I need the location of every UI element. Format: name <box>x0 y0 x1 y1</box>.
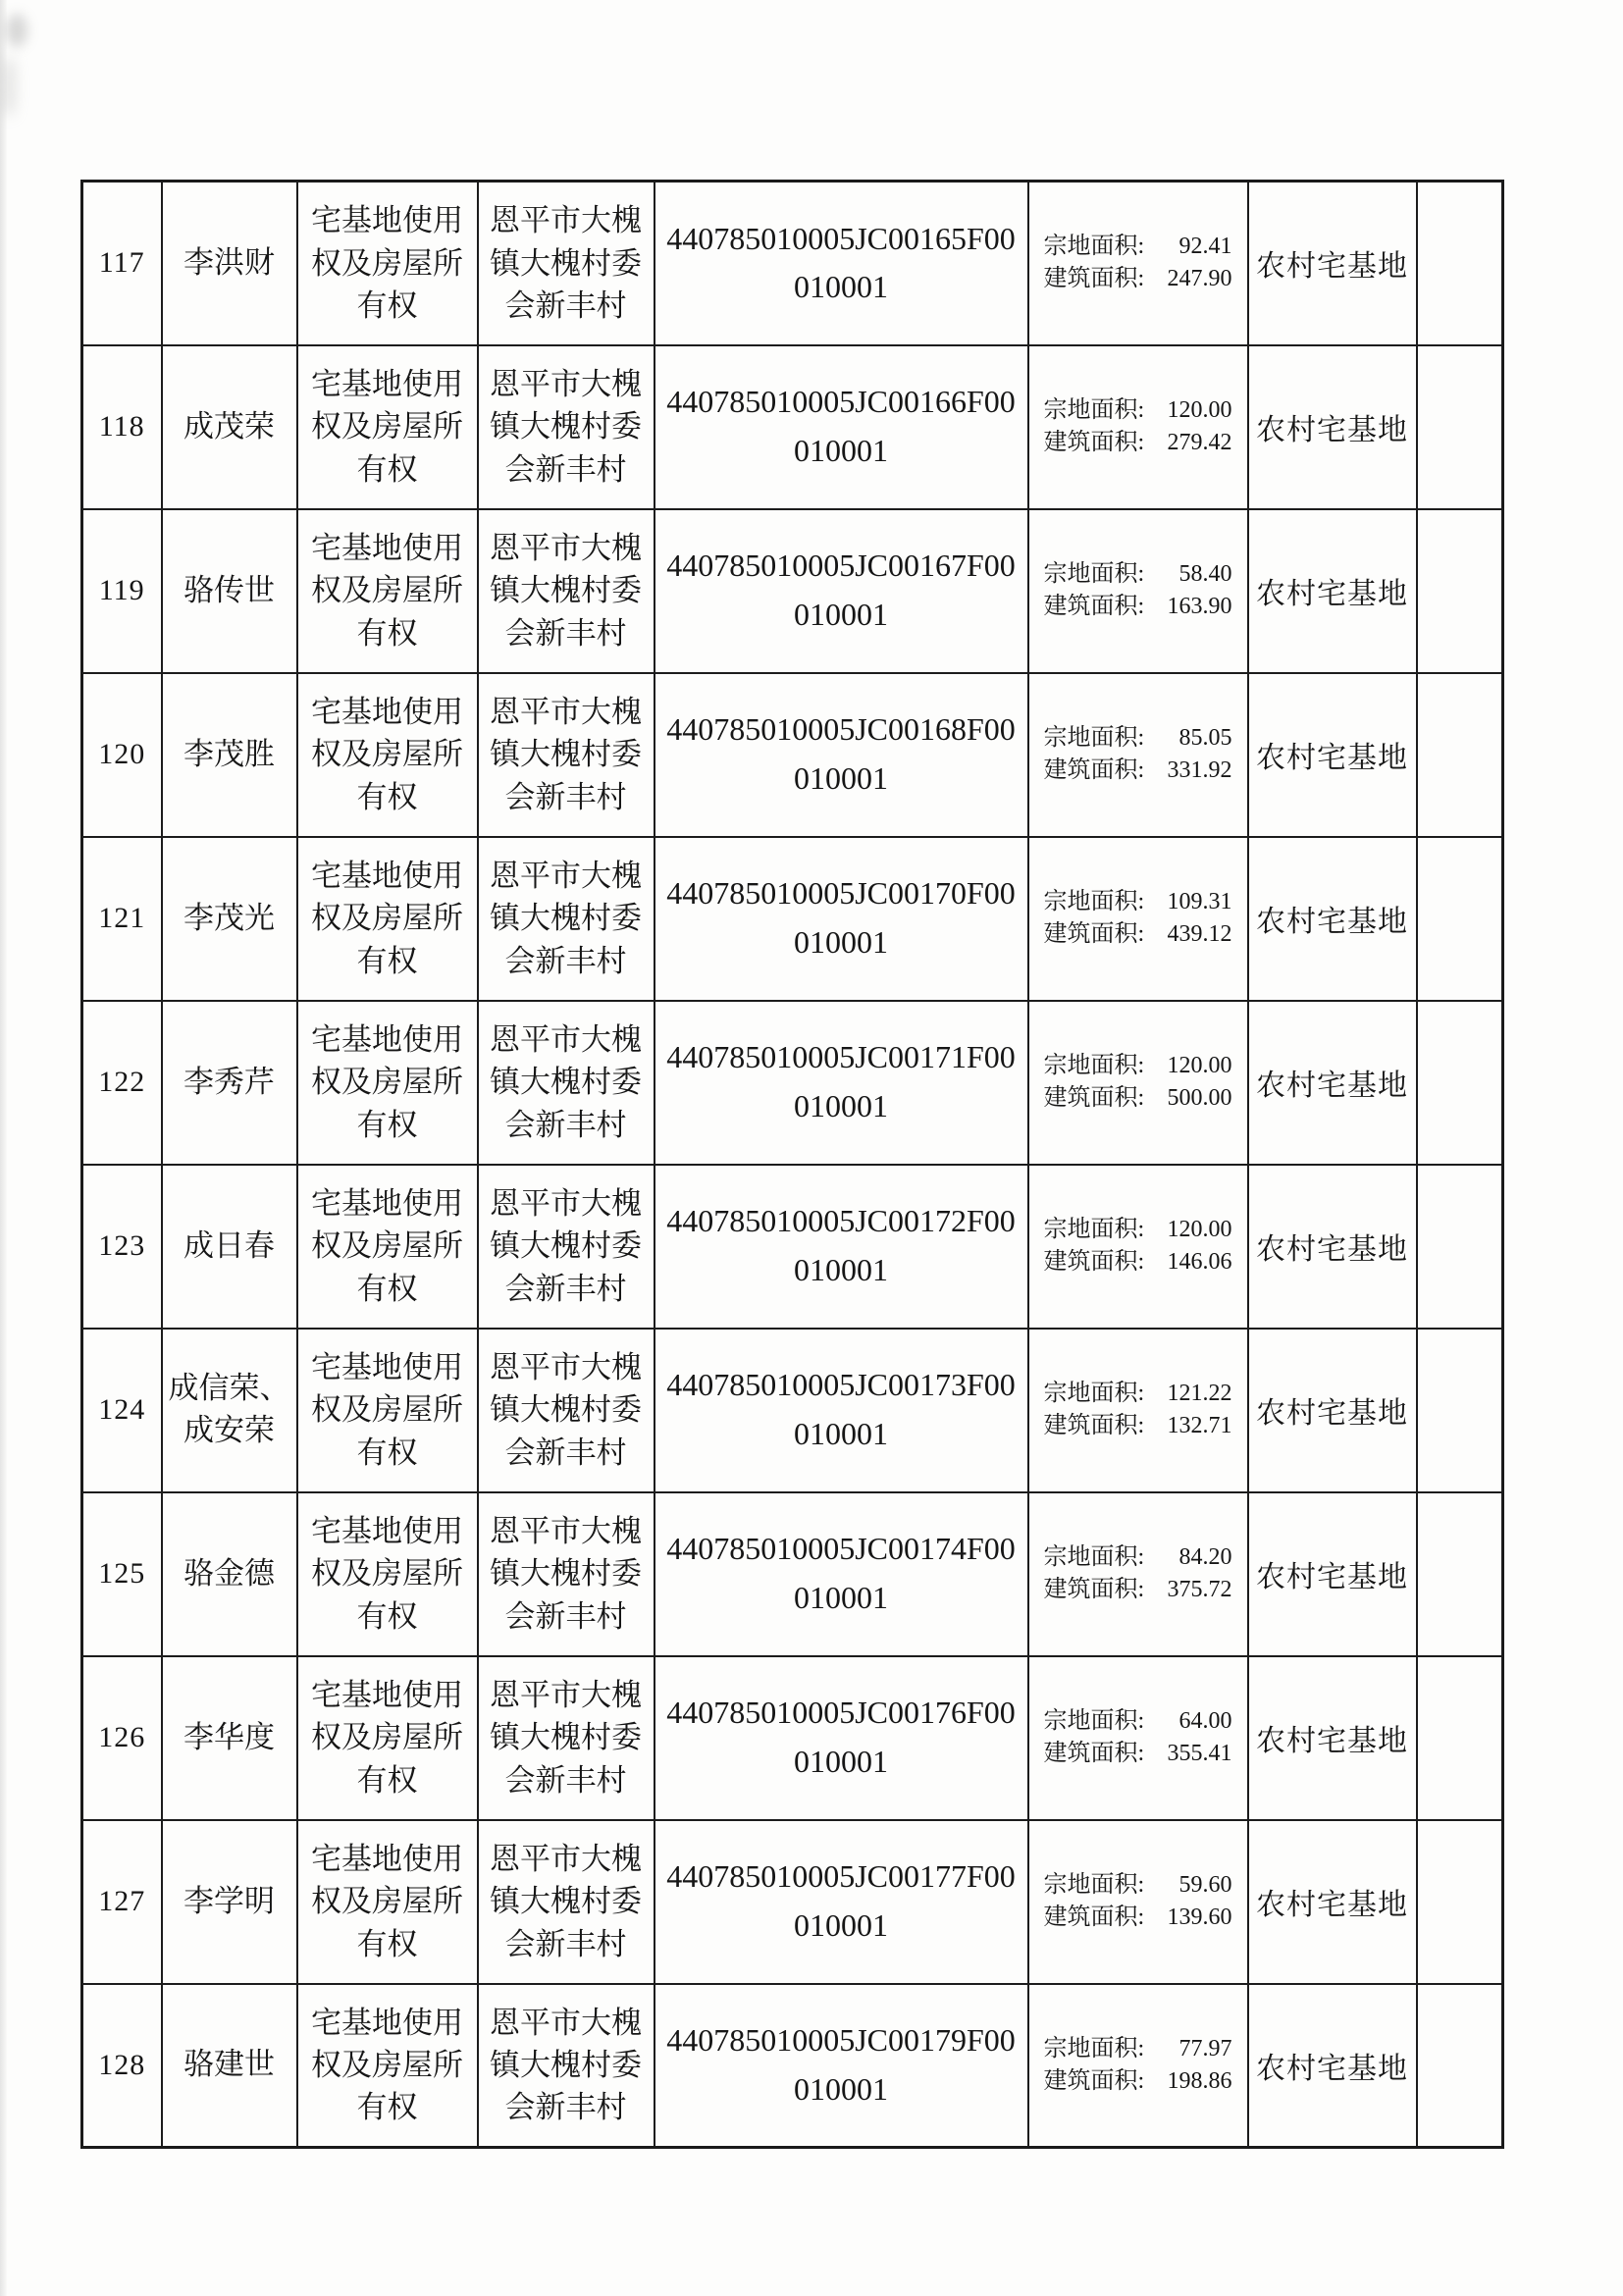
building-area-label: 建筑面积: <box>1043 430 1145 455</box>
parcel-number: 440785010005JC00174F00010001 <box>666 1531 1016 1615</box>
land-type-cell <box>1248 1820 1417 1984</box>
location-cell <box>478 1984 654 2148</box>
parcel-number-cell <box>654 1820 1028 1984</box>
parcel-area-label: 宗地面积: <box>1043 396 1145 423</box>
building-area-value: 355.41 <box>1167 1741 1232 1766</box>
table-row <box>82 1001 1503 1165</box>
right-type-cell <box>297 1001 478 1165</box>
building-area-line <box>1044 1738 1232 1770</box>
location-cell <box>478 1329 654 1492</box>
row-number: 117 <box>98 246 145 280</box>
land-type-cell <box>1248 182 1417 345</box>
area-block <box>1044 1541 1232 1606</box>
area-cell <box>1028 673 1248 837</box>
right-type-cell <box>297 509 478 673</box>
holder-name-cell <box>162 1329 297 1492</box>
area-block <box>1044 1214 1232 1278</box>
land-type: 农村宅基地 <box>1256 250 1408 284</box>
land-type: 农村宅基地 <box>1256 1233 1408 1266</box>
parcel-number: 440785010005JC00177F00010001 <box>666 1858 1016 1943</box>
row-number: 123 <box>98 1229 146 1262</box>
land-type: 农村宅基地 <box>1256 906 1408 938</box>
land-type-cell <box>1248 673 1417 837</box>
building-area-line <box>1044 2065 1232 2098</box>
remark-cell <box>1417 345 1503 509</box>
parcel-area-value: 64.00 <box>1178 1707 1232 1734</box>
land-type-cell <box>1248 345 1417 509</box>
row-number: 127 <box>98 1885 146 1917</box>
parcel-area-line <box>1044 394 1232 427</box>
land-type: 农村宅基地 <box>1256 1725 1408 1757</box>
building-area-label: 建筑面积: <box>1043 2067 1145 2094</box>
building-area-label: 建筑面积: <box>1043 1413 1145 1438</box>
row-number-cell <box>82 837 162 1001</box>
parcel-area-label: 宗地面积: <box>1043 1380 1145 1406</box>
table-row <box>82 1165 1503 1329</box>
location-cell <box>478 673 654 837</box>
holder-name: 骆传世 <box>183 572 275 607</box>
land-type-cell <box>1248 837 1417 1001</box>
land-type-cell <box>1248 1984 1417 2148</box>
parcel-area-label: 宗地面积: <box>1043 1543 1145 1570</box>
land-type-cell <box>1248 1165 1417 1329</box>
table-row <box>82 1656 1503 1820</box>
holder-name: 成信荣、成安荣 <box>168 1371 290 1447</box>
right-type: 宅基地使用权及房屋所有权 <box>311 530 463 651</box>
area-block <box>1044 886 1232 951</box>
parcel-number: 440785010005JC00179F00010001 <box>666 2022 1016 2107</box>
remark-cell <box>1417 1001 1503 1165</box>
holder-name-cell <box>162 1656 297 1820</box>
right-type: 宅基地使用权及房屋所有权 <box>311 694 463 814</box>
right-type: 宅基地使用权及房屋所有权 <box>311 366 463 487</box>
parcel-area-label: 宗地面积: <box>1043 888 1145 914</box>
right-type: 宅基地使用权及房屋所有权 <box>311 2005 463 2125</box>
parcel-area-value: 120.00 <box>1167 396 1232 423</box>
row-number-cell <box>82 1001 162 1165</box>
row-number: 119 <box>98 574 145 606</box>
location-cell <box>478 182 654 345</box>
parcel-area-label: 宗地面积: <box>1043 1707 1145 1734</box>
parcel-number: 440785010005JC00166F00010001 <box>666 384 1016 468</box>
remark-cell <box>1417 837 1503 1001</box>
parcel-number-cell <box>654 509 1028 673</box>
holder-name-cell <box>162 837 297 1001</box>
table-row <box>82 1492 1503 1656</box>
building-area-value: 500.00 <box>1167 1085 1232 1111</box>
location: 恩平市大槐镇大槐村委会新丰村 <box>490 1513 642 1634</box>
holder-name-cell <box>162 182 297 345</box>
right-type-cell <box>297 1329 478 1492</box>
row-number-cell <box>82 1656 162 1820</box>
land-type: 农村宅基地 <box>1256 414 1408 446</box>
parcel-area-line <box>1044 1705 1232 1738</box>
remark-cell <box>1417 1165 1503 1329</box>
location-cell <box>478 837 654 1001</box>
row-number-cell <box>82 1984 162 2148</box>
holder-name-cell <box>162 1001 297 1165</box>
scan-smudge-artifact <box>2 57 16 116</box>
holder-name: 李洪财 <box>183 244 275 280</box>
building-area-line <box>1044 1410 1232 1442</box>
holder-name-cell <box>162 1984 297 2148</box>
building-area-label: 建筑面积: <box>1043 757 1145 783</box>
area-block <box>1044 1378 1232 1442</box>
building-area-value: 439.12 <box>1167 921 1232 947</box>
location: 恩平市大槐镇大槐村委会新丰村 <box>490 1841 642 1961</box>
table-row <box>82 673 1503 837</box>
parcel-area-line <box>1044 886 1232 918</box>
parcel-number-cell <box>654 1329 1028 1492</box>
building-area-line <box>1044 918 1232 951</box>
table-row <box>82 345 1503 509</box>
right-type-cell <box>297 1984 478 2148</box>
land-type-cell <box>1248 1656 1417 1820</box>
right-type-cell <box>297 673 478 837</box>
parcel-area-line <box>1044 1541 1232 1574</box>
building-area-label: 建筑面积: <box>1043 1905 1145 1930</box>
row-number-cell <box>82 345 162 509</box>
area-cell <box>1028 1984 1248 2148</box>
area-cell <box>1028 1001 1248 1165</box>
location-cell <box>478 1165 654 1329</box>
holder-name: 李学明 <box>183 1883 275 1918</box>
building-area-label: 建筑面积: <box>1043 594 1145 619</box>
building-area-line <box>1044 1574 1232 1606</box>
row-number-cell <box>82 1329 162 1492</box>
building-area-value: 375.72 <box>1167 1577 1232 1602</box>
land-type: 农村宅基地 <box>1256 2052 1408 2085</box>
holder-name: 李茂光 <box>183 900 275 935</box>
row-number-cell <box>82 1820 162 1984</box>
location: 恩平市大槐镇大槐村委会新丰村 <box>490 203 642 323</box>
building-area-line <box>1044 591 1232 623</box>
land-type: 农村宅基地 <box>1256 742 1408 774</box>
parcel-number: 440785010005JC00165F00010001 <box>666 220 1016 305</box>
building-area-value: 132.71 <box>1167 1413 1232 1438</box>
parcel-area-value: 84.20 <box>1178 1543 1232 1570</box>
holder-name: 成日春 <box>183 1227 275 1263</box>
parcel-number: 440785010005JC00172F00010001 <box>666 1203 1016 1287</box>
right-type: 宅基地使用权及房屋所有权 <box>311 1841 463 1961</box>
table-row <box>82 1984 1503 2148</box>
row-number: 126 <box>98 1721 146 1753</box>
parcel-area-line <box>1044 1869 1232 1902</box>
row-number: 118 <box>98 410 145 443</box>
parcel-number-cell <box>654 837 1028 1001</box>
row-number: 128 <box>98 2048 146 2081</box>
building-area-line <box>1044 755 1232 787</box>
parcel-number: 440785010005JC00167F00010001 <box>666 548 1016 632</box>
area-cell <box>1028 837 1248 1001</box>
area-cell <box>1028 345 1248 509</box>
land-type: 农村宅基地 <box>1256 1070 1408 1102</box>
land-type: 农村宅基地 <box>1256 1561 1408 1593</box>
holder-name-cell <box>162 1820 297 1984</box>
right-type: 宅基地使用权及房屋所有权 <box>311 203 463 323</box>
row-number-cell <box>82 1492 162 1656</box>
scan-smudge-artifact <box>6 14 27 47</box>
parcel-area-line <box>1044 558 1232 591</box>
parcel-area-label: 宗地面积: <box>1043 1052 1145 1078</box>
row-number: 120 <box>98 738 146 770</box>
right-type-cell <box>297 1820 478 1984</box>
remark-cell <box>1417 1656 1503 1820</box>
remark-cell <box>1417 673 1503 837</box>
area-cell <box>1028 1165 1248 1329</box>
building-area-value: 163.90 <box>1167 594 1232 619</box>
parcel-area-label: 宗地面积: <box>1043 560 1145 587</box>
table-row <box>82 1820 1503 1984</box>
area-block <box>1044 1869 1232 1934</box>
building-area-value: 146.06 <box>1167 1249 1232 1275</box>
area-block <box>1044 2033 1232 2098</box>
land-registry-table <box>80 180 1504 2149</box>
location-cell <box>478 1820 654 1984</box>
parcel-area-label: 宗地面积: <box>1043 1216 1145 1242</box>
area-cell <box>1028 1820 1248 1984</box>
building-area-label: 建筑面积: <box>1043 1577 1145 1602</box>
location-cell <box>478 509 654 673</box>
parcel-area-label: 宗地面积: <box>1043 724 1145 751</box>
building-area-value: 279.42 <box>1167 430 1232 455</box>
location: 恩平市大槐镇大槐村委会新丰村 <box>490 1185 642 1306</box>
parcel-number: 440785010005JC00171F00010001 <box>666 1039 1016 1123</box>
location: 恩平市大槐镇大槐村委会新丰村 <box>490 366 642 487</box>
row-number: 124 <box>98 1393 146 1426</box>
location: 恩平市大槐镇大槐村委会新丰村 <box>490 530 642 651</box>
holder-name-cell <box>162 1492 297 1656</box>
right-type-cell <box>297 182 478 345</box>
scan-edge-artifact <box>0 0 7 2296</box>
remark-cell <box>1417 182 1503 345</box>
row-number-cell <box>82 673 162 837</box>
parcel-area-value: 59.60 <box>1178 1871 1232 1898</box>
building-area-value: 139.60 <box>1167 1905 1232 1930</box>
parcel-area-value: 120.00 <box>1167 1052 1232 1078</box>
location-cell <box>478 1656 654 1820</box>
right-type-cell <box>297 837 478 1001</box>
location: 恩平市大槐镇大槐村委会新丰村 <box>490 1349 642 1470</box>
remark-cell <box>1417 509 1503 673</box>
right-type-cell <box>297 345 478 509</box>
holder-name-cell <box>162 509 297 673</box>
area-block <box>1044 558 1232 623</box>
parcel-number: 440785010005JC00168F00010001 <box>666 711 1016 796</box>
parcel-number: 440785010005JC00170F00010001 <box>666 875 1016 960</box>
location: 恩平市大槐镇大槐村委会新丰村 <box>490 1677 642 1798</box>
parcel-area-label: 宗地面积: <box>1043 2035 1145 2061</box>
right-type-cell <box>297 1165 478 1329</box>
parcel-number: 440785010005JC00173F00010001 <box>666 1367 1016 1451</box>
row-number-cell <box>82 509 162 673</box>
area-cell <box>1028 1329 1248 1492</box>
row-number: 121 <box>98 902 146 934</box>
holder-name-cell <box>162 345 297 509</box>
building-area-value: 198.86 <box>1167 2067 1232 2094</box>
building-area-line <box>1044 263 1232 295</box>
parcel-area-label: 宗地面积: <box>1043 234 1145 260</box>
area-cell <box>1028 1656 1248 1820</box>
location-cell <box>478 345 654 509</box>
parcel-number-cell <box>654 182 1028 345</box>
table-row <box>82 1329 1503 1492</box>
parcel-number-cell <box>654 1001 1028 1165</box>
building-area-line <box>1044 1082 1232 1115</box>
parcel-number-cell <box>654 1984 1028 2148</box>
row-number-cell <box>82 1165 162 1329</box>
building-area-line <box>1044 1902 1232 1934</box>
holder-name-cell <box>162 1165 297 1329</box>
parcel-area-line <box>1044 1050 1232 1082</box>
remark-cell <box>1417 1492 1503 1656</box>
remark-cell <box>1417 1820 1503 1984</box>
location-cell <box>478 1492 654 1656</box>
parcel-area-line <box>1044 1378 1232 1410</box>
holder-name: 李华度 <box>183 1719 275 1754</box>
land-type: 农村宅基地 <box>1256 1397 1408 1430</box>
building-area-label: 建筑面积: <box>1043 921 1145 947</box>
holder-name: 骆金德 <box>183 1555 275 1591</box>
right-type-cell <box>297 1656 478 1820</box>
row-number: 125 <box>98 1557 146 1590</box>
parcel-area-line <box>1044 231 1232 263</box>
right-type: 宅基地使用权及房屋所有权 <box>311 858 463 978</box>
row-number: 122 <box>98 1066 146 1098</box>
land-type-cell <box>1248 1492 1417 1656</box>
parcel-area-value: 58.40 <box>1178 560 1232 587</box>
parcel-number-cell <box>654 673 1028 837</box>
location: 恩平市大槐镇大槐村委会新丰村 <box>490 1021 642 1142</box>
location-cell <box>478 1001 654 1165</box>
area-cell <box>1028 1492 1248 1656</box>
area-cell <box>1028 509 1248 673</box>
row-number-cell <box>82 182 162 345</box>
building-area-line <box>1044 427 1232 459</box>
table-row <box>82 837 1503 1001</box>
land-type-cell <box>1248 509 1417 673</box>
location: 恩平市大槐镇大槐村委会新丰村 <box>490 2005 642 2125</box>
building-area-label: 建筑面积: <box>1043 1249 1145 1275</box>
parcel-area-value: 109.31 <box>1167 888 1232 914</box>
land-registry-table-body <box>82 182 1503 2148</box>
right-type-cell <box>297 1492 478 1656</box>
building-area-value: 331.92 <box>1167 757 1232 783</box>
parcel-area-value: 77.97 <box>1178 2035 1232 2061</box>
parcel-area-value: 120.00 <box>1167 1216 1232 1242</box>
parcel-area-line <box>1044 722 1232 755</box>
right-type: 宅基地使用权及房屋所有权 <box>311 1021 463 1142</box>
parcel-number-cell <box>654 345 1028 509</box>
building-area-label: 建筑面积: <box>1043 1741 1145 1766</box>
building-area-value: 247.90 <box>1167 266 1232 292</box>
building-area-label: 建筑面积: <box>1043 266 1145 292</box>
parcel-number-cell <box>654 1492 1028 1656</box>
location: 恩平市大槐镇大槐村委会新丰村 <box>490 694 642 814</box>
area-block <box>1044 394 1232 459</box>
land-type-cell <box>1248 1001 1417 1165</box>
holder-name: 李秀芹 <box>183 1064 275 1099</box>
table-row <box>82 509 1503 673</box>
table-row <box>82 182 1503 345</box>
parcel-number-cell <box>654 1165 1028 1329</box>
building-area-line <box>1044 1246 1232 1278</box>
holder-name: 成茂荣 <box>183 408 275 444</box>
parcel-number-cell <box>654 1656 1028 1820</box>
land-type-cell <box>1248 1329 1417 1492</box>
parcel-area-label: 宗地面积: <box>1043 1871 1145 1898</box>
building-area-label: 建筑面积: <box>1043 1085 1145 1111</box>
remark-cell <box>1417 1984 1503 2148</box>
holder-name-cell <box>162 673 297 837</box>
parcel-area-line <box>1044 1214 1232 1246</box>
land-type: 农村宅基地 <box>1256 578 1408 610</box>
holder-name: 骆建世 <box>183 2047 275 2082</box>
holder-name: 李茂胜 <box>183 736 275 771</box>
location: 恩平市大槐镇大槐村委会新丰村 <box>490 858 642 978</box>
right-type: 宅基地使用权及房屋所有权 <box>311 1349 463 1470</box>
parcel-area-value: 85.05 <box>1178 724 1232 751</box>
parcel-number: 440785010005JC00176F00010001 <box>666 1695 1016 1779</box>
parcel-area-value: 92.41 <box>1178 234 1232 260</box>
area-block <box>1044 722 1232 787</box>
area-block <box>1044 231 1232 295</box>
parcel-area-value: 121.22 <box>1167 1380 1232 1406</box>
area-block <box>1044 1050 1232 1115</box>
area-cell <box>1028 182 1248 345</box>
right-type: 宅基地使用权及房屋所有权 <box>311 1677 463 1798</box>
parcel-area-line <box>1044 2033 1232 2065</box>
right-type: 宅基地使用权及房屋所有权 <box>311 1513 463 1634</box>
remark-cell <box>1417 1329 1503 1492</box>
area-block <box>1044 1705 1232 1770</box>
land-type: 农村宅基地 <box>1256 1889 1408 1921</box>
right-type: 宅基地使用权及房屋所有权 <box>311 1185 463 1306</box>
